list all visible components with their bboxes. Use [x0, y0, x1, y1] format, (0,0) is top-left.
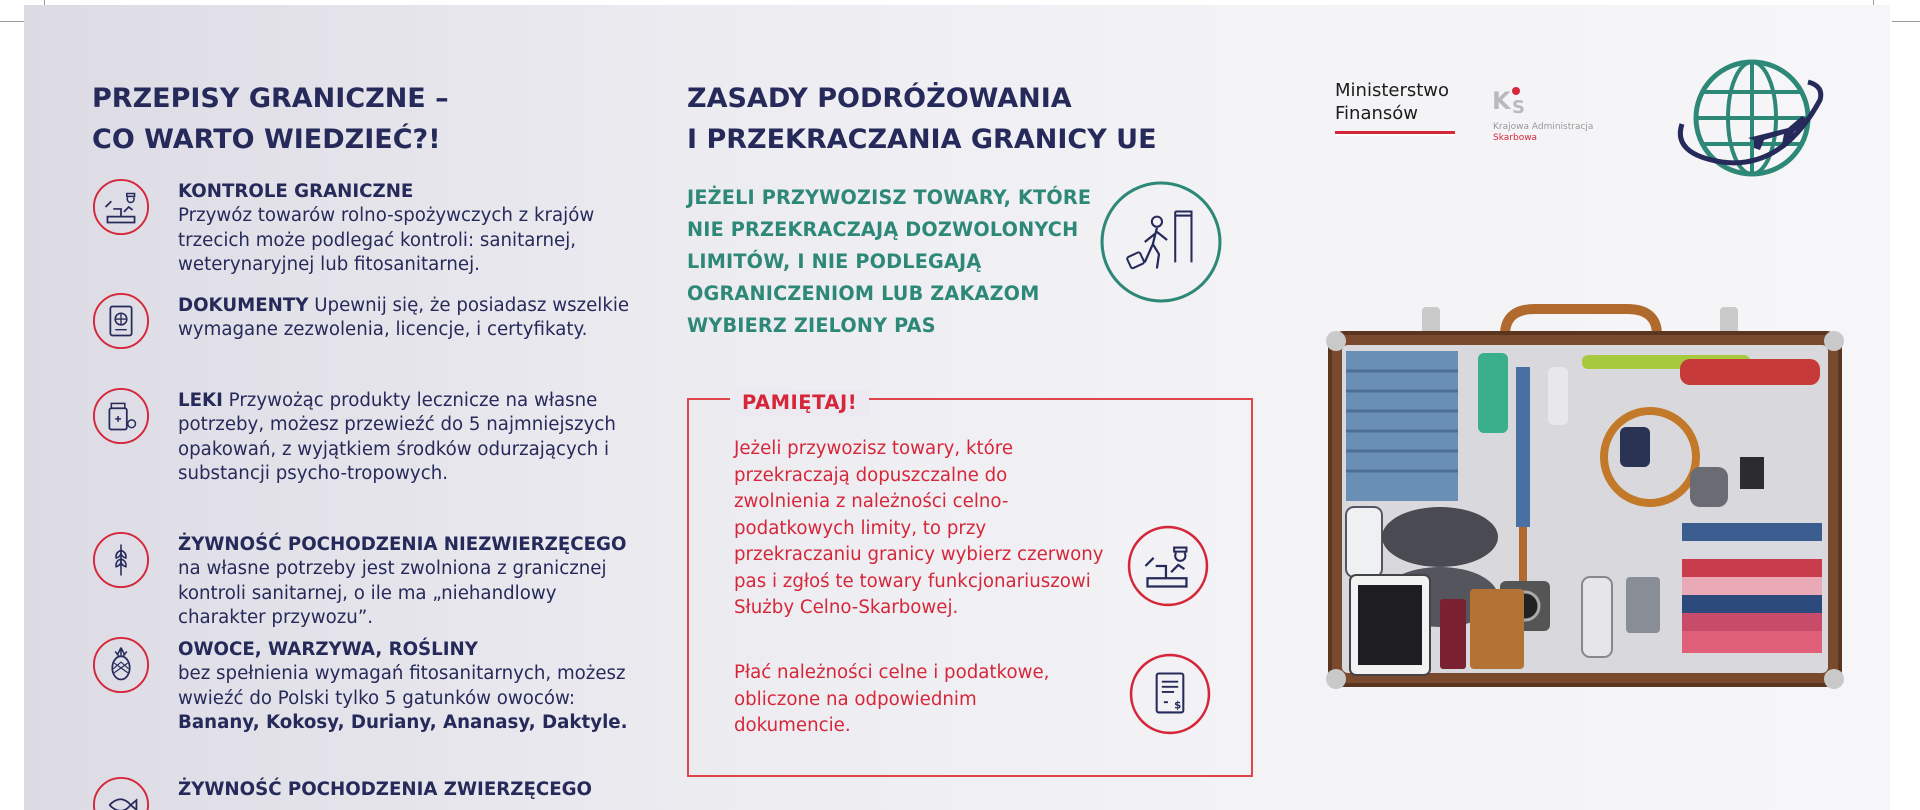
ministry-of-finance-logo: [1335, 79, 1455, 136]
globe-airplane-icon: [1670, 52, 1828, 182]
suitcase-illustration: [1320, 297, 1850, 697]
item-text: [178, 294, 648, 343]
item-heading: DOKUMENTY: [178, 295, 309, 316]
middle-title: [687, 78, 1157, 160]
border-officer-icon: [92, 178, 150, 236]
svg-text:K: K: [1492, 87, 1511, 115]
medicine-icon: [92, 387, 150, 445]
item-heading: LEKI: [178, 390, 223, 411]
item-heading: ŻYWNOŚĆ POCHODZENIA ZWIERZĘCEGO: [178, 779, 593, 800]
item-text: [178, 180, 648, 277]
kas-logo-icon: [1492, 83, 1544, 123]
tax-document-icon: [1129, 653, 1211, 735]
item-text: [178, 533, 648, 630]
leaflet-page: [24, 5, 1890, 810]
kas-line1: Krajowa Administracja: [1493, 122, 1594, 132]
kas-line2: Skarbowa: [1493, 133, 1538, 143]
middle-title-line1: ZASADY PODRÓŻOWANIA: [687, 83, 1072, 114]
green-lane-traveler-icon: [1100, 181, 1222, 303]
passport-icon: [92, 292, 150, 350]
green-lane-text: JEŻELI PRZYWOZISZ TOWARY, KTÓRE NIE PRZEKRACZAJĄ DOZWOLONYCH LIMITÓW, I NIE PODLEGAJĄ OGRANICZENIOM LUB ZAKAZOM WYBIERZ ZIELONY PAS: [687, 186, 1092, 337]
left-title-line2: CO WARTO WIEDZIEĆ?!: [92, 124, 441, 155]
left-title-line1: PRZEPISY GRANICZNE –: [92, 83, 449, 114]
item-body: Upewnij się, że posiadasz wszelkie wymagane zezwolenia, licencje, i certyfikaty.: [178, 295, 630, 341]
customs-officer-icon: [1127, 525, 1209, 607]
middle-title-line2: I PRZEKRACZANIA GRANICY UE: [687, 124, 1157, 155]
item-body: Przywożąc produkty lecznicze na własne potrzeby, możesz przewieźć do 5 najmniejszych opakowań, z wyjątkiem środków odurzających i substancji psycho-tropowych.: [178, 390, 616, 484]
ministry-logo-bar-white: [1335, 134, 1455, 136]
item-body: bez spełnienia wymagań fitosanitarnych, możesz wwieźć do Polski tylko 5 gatunków owoców:: [178, 663, 626, 709]
fish-icon: [92, 776, 150, 810]
wheat-icon: [92, 531, 150, 589]
item-body-bold: Banany, Kokosy, Duriany, Ananasy, Daktyle.: [178, 711, 628, 733]
svg-text:S: S: [1512, 97, 1525, 118]
item-heading: KONTROLE GRANICZNE: [178, 181, 414, 202]
ministry-line1: Ministerstwo: [1335, 80, 1450, 101]
left-title: [92, 78, 449, 160]
kas-logo-text: [1493, 122, 1593, 144]
item-body: na własne potrzeby jest zwolniona z granicznej kontroli sanitarnej, o ile ma „niehandlowy charakter przywozu”.: [178, 558, 607, 628]
item-text: [178, 389, 648, 486]
item-text: [178, 778, 648, 802]
item-body: Przywóz towarów rolno-spożywczych z krajów trzecich może podlegać kontroli: sanitarnej, weterynaryjnej lub fitosanitarnej.: [178, 205, 595, 275]
item-heading: ŻYWNOŚĆ POCHODZENIA NIEZWIERZĘCEGO: [178, 534, 627, 555]
ministry-line2: Finansów: [1335, 103, 1419, 124]
crop-mark: [1892, 21, 1920, 22]
item-text: [178, 638, 648, 735]
remember-box-title: PAMIĘTAJ!: [730, 390, 869, 416]
pineapple-icon: [92, 636, 150, 694]
item-heading: OWOCE, WARZYWA, ROŚLINY: [178, 639, 478, 660]
red-lane-text: Jeżeli przywozisz towary, które przekraczają dopuszczalne do zwolnienia z należności celno-podatkowych limity, to przy przekraczaniu granicy wybierz czerwony pas i zgłoś te towary funkcjonariuszowi Służby Celno-Skarbowej.: [734, 438, 1104, 618]
payment-text: Płać należności celne i podatkowe, obliczone na odpowiednim dokumencie.: [734, 662, 1050, 736]
svg-text:$: $: [1174, 699, 1182, 712]
